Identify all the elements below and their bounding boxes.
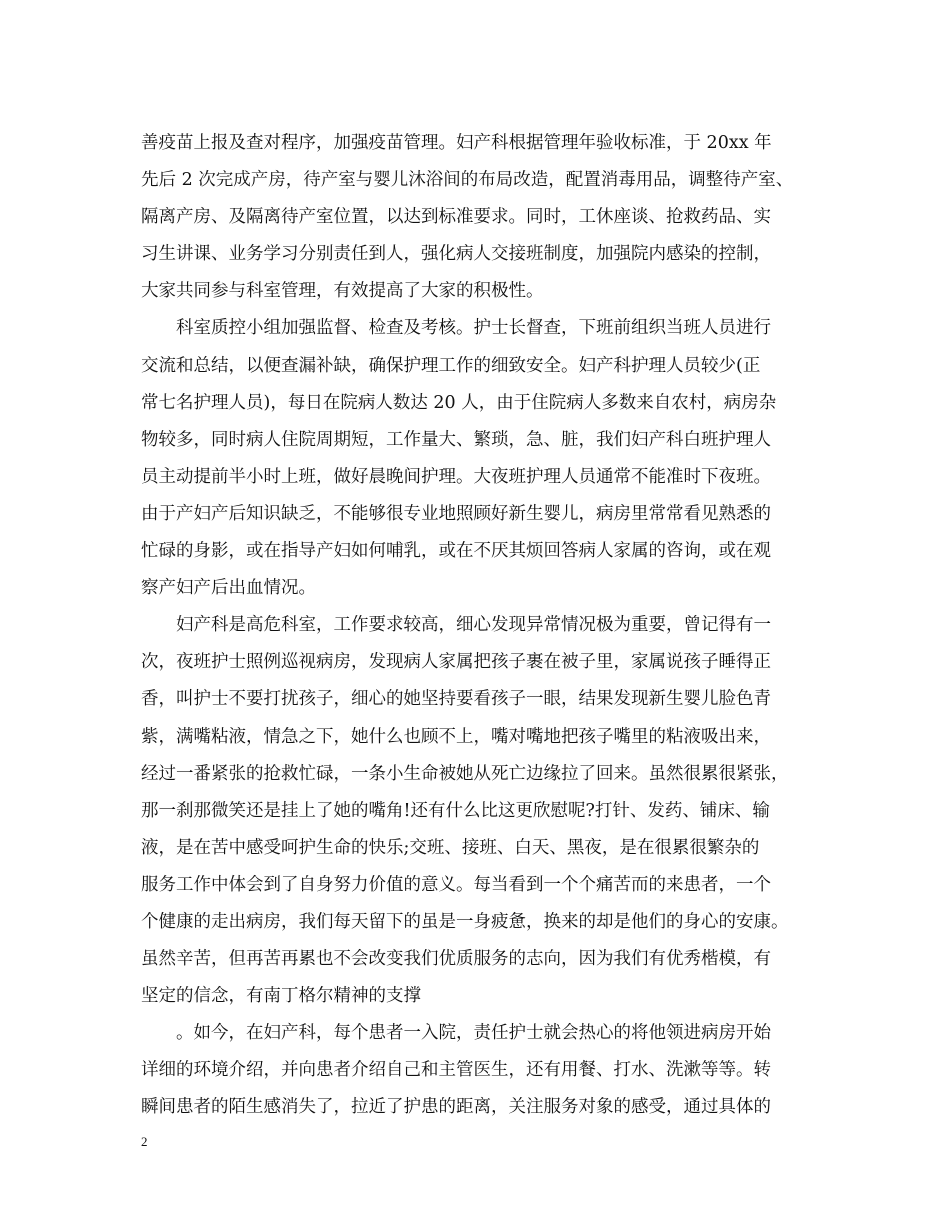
paragraph-first-line: 。如今，在妇产科，每个患者一入院，责任护士就会热心的将他领进病房开始 [176, 1023, 771, 1044]
text-line: 由于产妇产后知识缺乏，不能够很专业地照顾好新生婴儿，病房里常常看见熟悉的 [141, 503, 771, 524]
text-line: 虽然辛苦，但再苦再累也不会改变我们优质服务的志向，因为我们有优秀楷模，有 [141, 949, 771, 970]
text-line: 坚定的信念，有南丁格尔精神的支撑 [141, 986, 421, 1007]
paragraph-first-line: 科室质控小组加强监督、检查及考核。护士长督查，下班前组织当班人员进行 [176, 318, 771, 339]
text-line: 香，叫护士不要打扰孩子，细心的她坚持要看孩子一眼，结果发现新生婴儿脸色青 [141, 689, 771, 710]
text-line: 那一刹那微笑还是挂上了她的嘴角!还有什么比这更欣慰呢?打针、发药、铺床、输 [141, 800, 770, 821]
text-line: 常七名护理人员)，每日在院病人数达 20 人，由于住院病人多数来自农村，病房杂 [141, 392, 777, 413]
text-line: 详细的环境介绍，并向患者介绍自己和主管医生，还有用餐、打水、洗漱等等。转 [141, 1060, 771, 1081]
text-line: 紫，满嘴粘液，情急之下，她什么也顾不上，嘴对嘴地把孩子嘴里的粘液吸出来， [141, 726, 771, 747]
text-line: 忙碌的身影，或在指导产妇如何哺乳，或在不厌其烦回答病人家属的咨询，或在观 [141, 541, 771, 562]
body-text [141, 125, 831, 1127]
text-line: 瞬间患者的陌生感消失了，拉近了护患的距离，关注服务对象的感受，通过具体的 [141, 1097, 771, 1118]
text-line: 察产妇产后出血情况。 [141, 578, 316, 599]
text-line: 交流和总结，以便查漏补缺，确保护理工作的细致安全。妇产科护理人员较少(正 [141, 355, 761, 376]
paragraph-first-line: 妇产科是高危科室，工作要求较高，细心发现异常情况极为重要，曾记得有一 [176, 615, 771, 636]
text-line: 大家共同参与科室管理，有效提高了大家的积极性。 [141, 281, 544, 302]
text-line: 隔离产房、及隔离待产室位置，以达到标准要求。同时，工休座谈、抢救药品、实 [141, 207, 771, 228]
text-line: 物较多，同时病人住院周期短，工作量大、繁琐，急、脏，我们妇产科白班护理人 [141, 429, 771, 450]
text-line: 经过一番紧张的抢救忙碌，一条小生命被她从死亡边缘拉了回来。虽然很累很紧张， [141, 763, 789, 784]
text-line: 服务工作中体会到了自身努力价值的意义。每当看到一个个痛苦而的来患者，一个 [141, 874, 771, 895]
text-line: 善疫苗上报及查对程序，加强疫苗管理。妇产科根据管理年验收标准，于 20xx 年 [141, 133, 772, 153]
text-line: 习生讲课、业务学习分别责任到人，强化病人交接班制度，加强院内感染的控制， [141, 244, 771, 265]
text-line: 个健康的走出病房，我们每天留下的虽是一身疲惫，换来的却是他们的身心的安康。 [141, 911, 789, 932]
page-number: 2 [141, 1134, 148, 1149]
text-line: 液，是在苦中感受呵护生命的快乐;交班、接班、白天、黑夜，是在很累很繁杂的 [141, 837, 760, 858]
text-line: 先后 2 次完成产房，待产室与婴儿沐浴间的布局改造，配置消毒用品，调整待产室、 [141, 170, 794, 191]
text-line: 次，夜班护士照例巡视病房，发现病人家属把孩子裹在被子里，家属说孩子睡得正 [141, 652, 771, 673]
text-line: 员主动提前半小时上班，做好晨晚间护理。大夜班护理人员通常不能准时下夜班。 [141, 466, 771, 487]
